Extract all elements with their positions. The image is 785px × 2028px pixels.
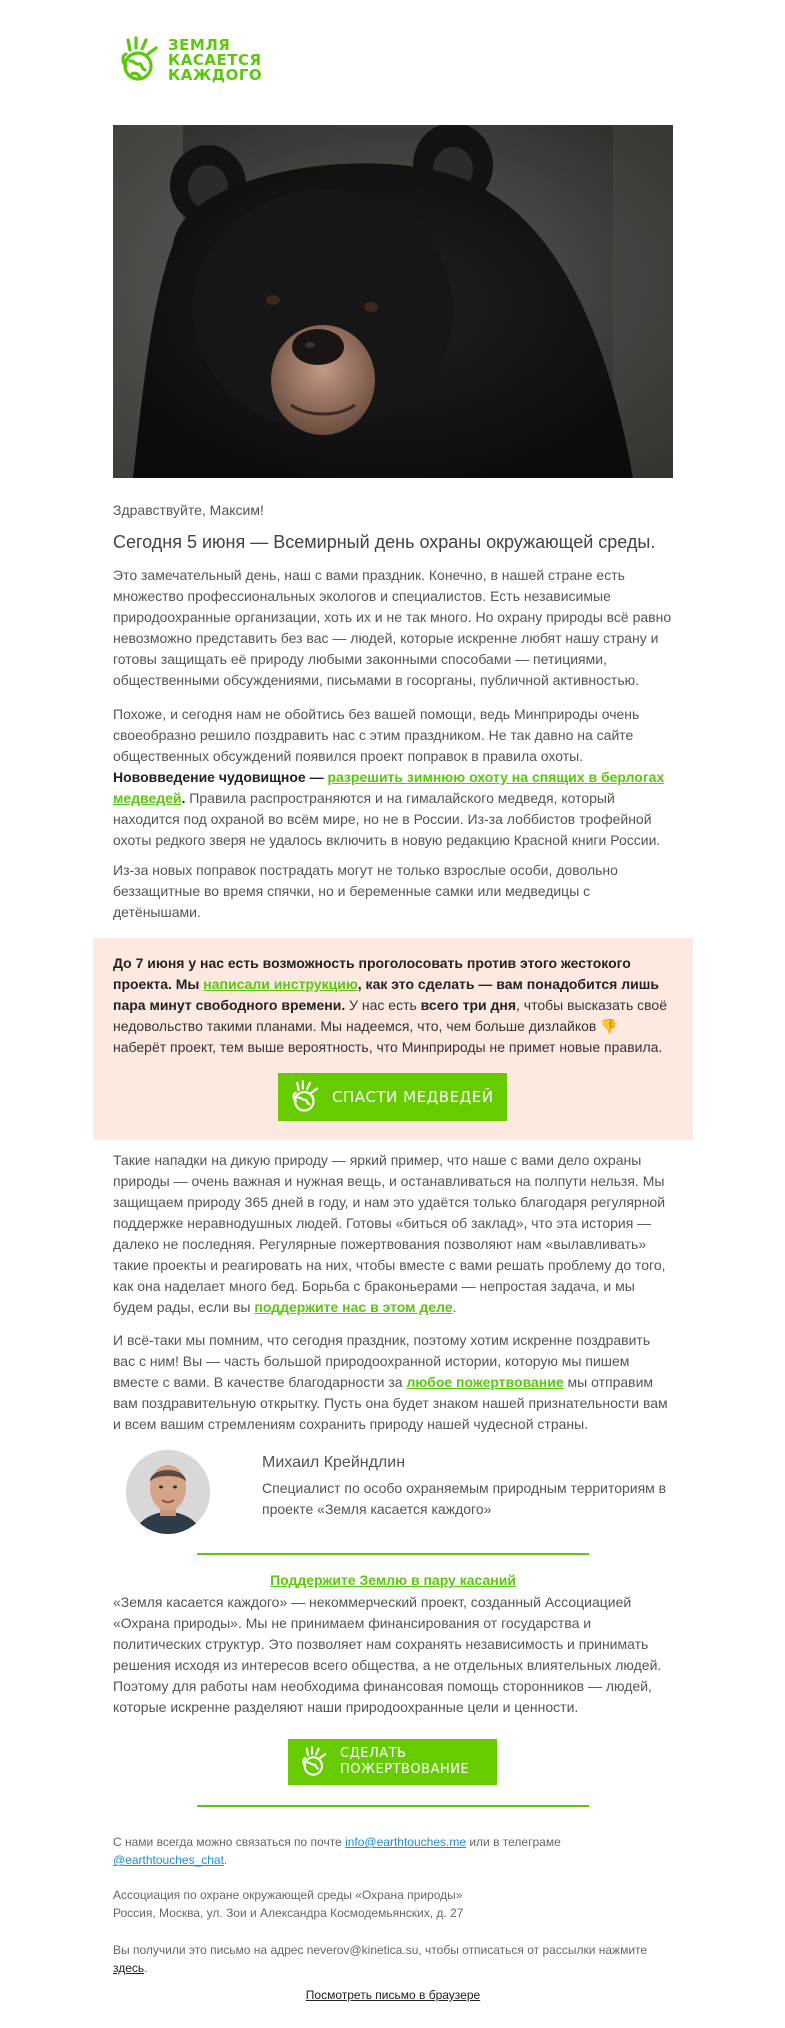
- support-text: «Земля касается каждого» — некоммерческий проект, созданный Ассоциацией «Охрана природы». Мы не принимаем финансирования от государства и политических структур. Это позволяет нам сохранять независимость и принимать решения исходя из интересов всего общества, а не отдельных влиятельных людей. Поэтому для работы нам необходима финансовая помощь сторонников — людей, которые искренне разделяют наши природоохранные цели и ценности.: [113, 1594, 662, 1715]
- paragraph-holiday: И всё-таки мы помним, что сегодня праздник, поэтому хотим искренне поздравить вас с ним! Вы — часть большой природоохранной истории, которую мы пишем вместе с вами. В качестве благодарности за любое пожертвование мы отправим вам поздравительную открытку. Пусть она будет знаком нашей признательности вам и всем вашим стремлениям сохранить природу нашей чудесной страны.: [113, 1332, 668, 1432]
- paragraph-amendments: Похоже, и сегодня нам не обойтись без вашей помощи, ведь Минприроды очень своеобразно решило поздравить нас с этим праздником. Не так давно на сайте общественных обсуждений появился проект поправок в правила охоты. Нововведение чудовищное — разрешить зимнюю охоту на спящих в берлогах медведей. Правила распространяются и на гималайского медведя, который находится под охраной во всём мире, но не в России. Из-за лоббистов трофейной охоты редкого зверя не удалось включить в новую редакцию Красной книги России.: [113, 706, 665, 848]
- footer-browser: [113, 1986, 673, 2004]
- view-in-browser-link[interactable]: Посмотреть письмо в браузере: [305, 1988, 481, 2002]
- hand-globe-icon: [118, 36, 160, 84]
- support-title[interactable]: [113, 1572, 673, 1588]
- donate-label: СДЕЛАТЬ ПОЖЕРТВОВАНИЕ: [340, 1746, 470, 1777]
- hand-globe-icon: [300, 1746, 328, 1778]
- save-bears-button[interactable]: [278, 1073, 507, 1121]
- donate-button[interactable]: [288, 1739, 497, 1785]
- support-us-link[interactable]: поддержите нас в этом деле: [254, 1299, 453, 1315]
- greeting: Здравствуйте, Максим!: [113, 502, 264, 518]
- paragraph-victims: Из-за новых поправок пострадать могут не только взрослые особи, довольно беззащитные во время спячки, но и беременные самки или медведицы с детёнышами.: [113, 862, 618, 920]
- instruction-link[interactable]: написали инструкцию: [203, 976, 358, 992]
- logo-wordmark: ЗЕМЛЯ КАСАЕТСЯ КАЖДОГО: [168, 35, 263, 84]
- divider: [197, 1553, 589, 1555]
- hunting-rules-link[interactable]: разрешить зимнюю охоту на спящих в берлогах медведей: [113, 769, 665, 806]
- footer-unsubscribe: Вы получили это письмо на адрес neverov@kinetica.su, чтобы отписаться от рассылки нажмите здесь.: [113, 1943, 648, 1975]
- signature-role: Специалист по особо охраняемым природным территориям в проекте «Земля касается каждого»: [262, 1480, 667, 1517]
- avatar: [126, 1450, 210, 1534]
- telegram-link[interactable]: @earthtouches_chat: [113, 1853, 224, 1867]
- unsubscribe-link[interactable]: здесь: [113, 1961, 145, 1975]
- footer-contacts: С нами всегда можно связаться по почте info@earthtouches.me или в телеграме @earthtouches_chat.: [113, 1835, 561, 1867]
- footer-organization: Ассоциация по охране окружающей среды «Охрана природы» Россия, Москва, ул. Зои и Александра Космодемьянских, д. 27: [113, 1888, 464, 1920]
- brand-logo[interactable]: [118, 36, 262, 84]
- bear-photo: [113, 125, 673, 478]
- headline: Сегодня 5 июня — Всемирный день охраны окружающей среды.: [113, 532, 656, 552]
- email-link[interactable]: info@earthtouches.me: [345, 1835, 466, 1849]
- any-donation-link[interactable]: любое пожертвование: [406, 1374, 564, 1390]
- support-title-link[interactable]: Поддержите Землю в пару касаний: [270, 1572, 516, 1588]
- signature-name: Михаил Крейндлин: [262, 1454, 406, 1471]
- paragraph-attacks: Такие нападки на дикую природу — яркий пример, что наше с вами дело охраны природы — очень важная и нужная вещь, и останавливаться на полпути нельзя. Мы защищаем природу 365 дней в году, и нам это удаётся только благодаря регулярной поддержке неравнодушных людей. Готовы «биться об заклад», что эта история — далеко не последняя. Регулярные пожертвования позволяют нам «вылавливать» такие проекты и реагировать на них, чтобы вместе с вами решать проблему до того, как она наделает много бед. Борьба с браконьерами — непростая задача, и мы будем рады, если вы поддержите нас в этом деле.: [113, 1152, 666, 1315]
- hand-globe-icon: [290, 1080, 320, 1114]
- paragraph-intro: Это замечательный день, наш с вами праздник. Конечно, в нашей стране есть множество профессиональных экологов и специалистов. Есть независимые природоохранные организации, хоть их и не так много. Но охрану природы всё равно невозможно представить без вас — людей, которые искренне любят нашу страну и готовы защищать её природу любыми законными способами — петициями, общественными обсуждениями, письмами в госорганы, публичной активностью.: [113, 567, 672, 688]
- save-bears-label: СПАСТИ МЕДВЕДЕЙ: [332, 1088, 494, 1106]
- divider: [197, 1805, 589, 1807]
- callout-text: До 7 июня у нас есть возможность проголосовать против этого жестокого проекта. Мы написали инструкцию, как это сделать — вам понадобится лишь пара минут свободного времени. У нас есть всего три дня, чтобы высказать своё недовольство такими планами. Мы надеемся, что, чем больше дизлайков 👎 наберёт проект, тем выше вероятность, что Минприроды не примет новые правила.: [113, 955, 668, 1055]
